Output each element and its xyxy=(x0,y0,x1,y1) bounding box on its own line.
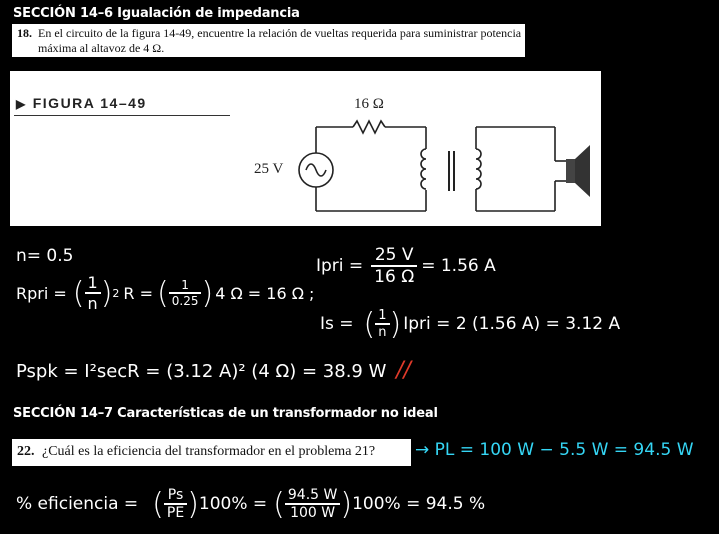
rpri-fraction-den: n xyxy=(87,294,98,313)
paren-close-3: ) xyxy=(389,306,402,342)
efficiency-fraction-2-num: 94.5 W xyxy=(285,487,340,505)
figure-label-text: FIGURA 14–49 xyxy=(32,95,147,111)
question-number: 18. xyxy=(17,26,32,40)
speaker-icon xyxy=(566,145,590,197)
rpri-fraction-2-num: 1 xyxy=(169,278,202,294)
ipri-result: = 1.56 A xyxy=(421,256,496,276)
efficiency-fraction-2-den: 100 W xyxy=(290,505,336,521)
paren-open-4: ( xyxy=(152,486,164,522)
paren-close-5: ) xyxy=(340,486,353,522)
efficiency-fraction-2 xyxy=(285,487,340,521)
efficiency-fraction-1-num: Ps xyxy=(164,487,187,505)
paren-close-4: ) xyxy=(187,486,199,522)
primary-coil xyxy=(421,149,426,189)
figure-panel xyxy=(10,71,601,226)
question-number: 22. xyxy=(17,444,35,459)
source-label: 25 V xyxy=(254,161,284,177)
circuit-diagram xyxy=(10,71,601,226)
paren-close: ) xyxy=(100,275,113,311)
rpri-result: 4 Ω = 16 Ω ; xyxy=(215,283,315,303)
is-result: Ipri = 2 (1.56 A) = 3.12 A xyxy=(403,314,621,334)
paren-open: ( xyxy=(72,275,85,311)
question-18-box xyxy=(12,24,525,57)
rpri-r-term: R = xyxy=(123,283,154,303)
rpri-equation xyxy=(16,270,314,316)
resistor-symbol xyxy=(353,121,385,133)
load-power-note: → PL = 100 W − 5.5 W = 94.5 W xyxy=(415,440,694,460)
question-text: ¿Cuál es la eficiencia del transformador en el problema 21? xyxy=(42,444,376,459)
efficiency-result: 100% = 94.5 % xyxy=(352,494,486,514)
ipri-fraction xyxy=(371,245,417,287)
question-22-box xyxy=(12,439,411,466)
pspk-text: Pspk = I²secR = (3.12 A)² (4 Ω) = 38.9 W xyxy=(16,361,387,382)
efficiency-fraction-1-den: PE xyxy=(166,505,185,521)
turns-ratio-result: n= 0.5 xyxy=(16,246,74,266)
ipri-fraction-den: 16 Ω xyxy=(374,267,415,287)
is-fraction-den: n xyxy=(378,325,387,340)
section-heading-14-7: SECCIÓN 14–7 Características de un transformador no ideal xyxy=(13,406,438,421)
rpri-fraction-2 xyxy=(169,278,202,308)
pspk-equation xyxy=(16,358,411,383)
ipri-equation xyxy=(316,240,496,292)
is-fraction-num: 1 xyxy=(375,308,389,325)
efficiency-fraction-1 xyxy=(164,487,187,521)
rpri-fraction xyxy=(85,273,101,313)
question-text-line1: En el circuito de la figura 14-49, encuentre la relación de vueltas requerida para suministrar potencia xyxy=(38,26,522,40)
is-equation xyxy=(320,302,620,346)
check-marks: // xyxy=(396,358,411,383)
efficiency-mid: 100% = xyxy=(198,494,268,514)
question-text-line2: máxima al altavoz de 4 Ω. xyxy=(38,41,165,55)
secondary-coil xyxy=(476,149,481,189)
is-fraction xyxy=(375,308,389,340)
rpri-fraction-num: 1 xyxy=(85,273,101,294)
ipri-fraction-num: 25 V xyxy=(371,245,417,267)
sine-wave-icon xyxy=(306,164,326,176)
paren-open-3: ( xyxy=(363,306,376,342)
paren-close-2: ) xyxy=(201,275,214,311)
efficiency-equation xyxy=(16,480,485,528)
section-heading-14-6: SECCIÓN 14–6 Igualación de impedancia xyxy=(13,6,300,21)
paren-open-5: ( xyxy=(273,486,285,522)
efficiency-lhs: % eficiencia = xyxy=(16,494,139,514)
paren-open-2: ( xyxy=(157,275,169,311)
rpri-lhs: Rpri = xyxy=(16,283,67,303)
rpri-exponent: 2 xyxy=(112,286,120,300)
ipri-lhs: Ipri = xyxy=(316,256,364,276)
resistor-label: 16 Ω xyxy=(354,96,384,112)
triangle-marker-icon: ▶ xyxy=(16,97,27,111)
rpri-fraction-2-den: 0.25 xyxy=(171,294,199,308)
is-lhs: Is = xyxy=(320,314,354,334)
